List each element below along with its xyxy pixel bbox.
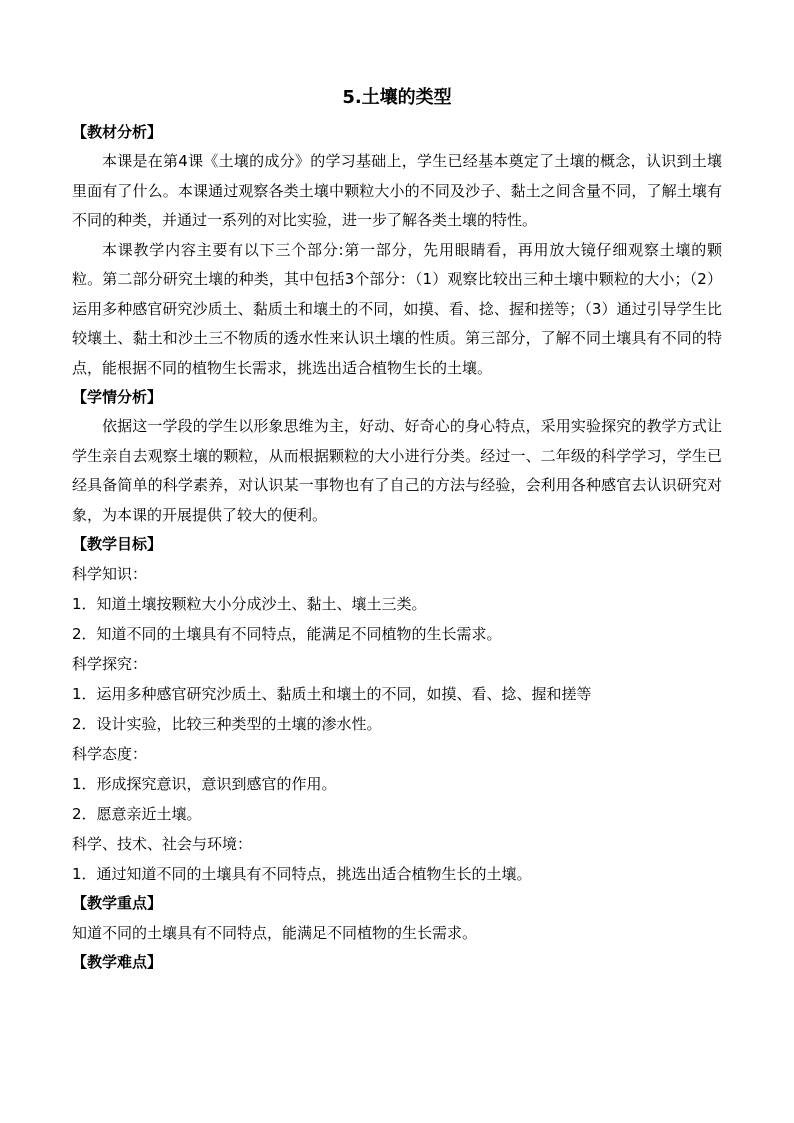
goal-item: 2．设计实验，比较三种类型的土壤的渗水性。	[72, 715, 382, 733]
paragraph-student-analysis-1: 依据这一学段的学生以形象思维为主，好动、好奇心的身心特点，采用实验探究的教学方式让学生亲自去观察土壤的颗粒，从而根据颗粒的大小进行分类。经过一、二年级的科学学习，学生已经具备简单的科学素养，对认识某一事物也有了自己的方法与经验，会利用各种感官去认识研究对象，为本课的开展提供了较大的便利。	[72, 417, 722, 524]
document-page	[72, 84, 722, 977]
heading-key-points: 【教学重点】	[72, 894, 163, 912]
heading-difficulties: 【教学难点】	[72, 953, 163, 971]
heading-student-analysis: 【学情分析】	[72, 388, 163, 406]
goal-item: 1．形成探究意识，意识到感官的作用。	[72, 775, 337, 793]
goal-item: 1．知道土壤按颗粒大小分成沙土、黏土、壤土三类。	[72, 595, 427, 613]
heading-textbook-analysis: 【教材分析】	[72, 123, 163, 141]
paragraph-textbook-analysis-2: 本课教学内容主要有以下三个部分:第一部分，先用眼睛看，再用放大镜仔细观察土壤的颗粒。第二部分研究土壤的种类，其中包括3个部分：（1）观察比较出三种土壤中颗粒的大小；（2）运用多种感官研究沙质土、黏质土和壤土的不同，如摸、看、捻、握和搓等；（3）通过引导学生比较壤土、黏土和沙土三不物质的透水性来认识土壤的性质。第三部分，了解不同土壤具有不同的特点，能根据不同的植物生长需求，挑选出适合植物生长的土壤。	[72, 240, 722, 377]
paragraph-textbook-analysis-1: 本课是在第4课《土壤的成分》的学习基础上，学生已经基本奠定了土壤的概念，认识到土壤里面有了什么。本课通过观察各类土壤中颗粒大小的不同及沙子、黏土之间含量不同，了解土壤有不同的种类，并通过一系列的对比实验，进一步了解各类土壤的特性。	[72, 152, 722, 229]
goal-category-stse: 科学、技术、社会与环境：	[72, 835, 253, 853]
goal-item: 1．通过知道不同的土壤具有不同特点，挑选出适合植物生长的土壤。	[72, 865, 532, 883]
goal-category-attitude: 科学态度：	[72, 745, 148, 763]
goal-item: 2．知道不同的土壤具有不同特点，能满足不同植物的生长需求。	[72, 625, 502, 643]
key-point-item: 知道不同的土壤具有不同特点，能满足不同植物的生长需求。	[72, 924, 478, 942]
goal-category-inquiry: 科学探究：	[72, 655, 148, 673]
goal-item: 2．愿意亲近土壤。	[72, 805, 202, 823]
heading-teaching-goals: 【教学目标】	[72, 535, 163, 553]
goal-category-knowledge: 科学知识：	[72, 565, 148, 583]
goal-item: 1．运用多种感官研究沙质土、黏质土和壤土的不同，如摸、看、捻、握和搓等	[72, 685, 592, 703]
document-title: 5.土壤的类型	[342, 87, 452, 108]
